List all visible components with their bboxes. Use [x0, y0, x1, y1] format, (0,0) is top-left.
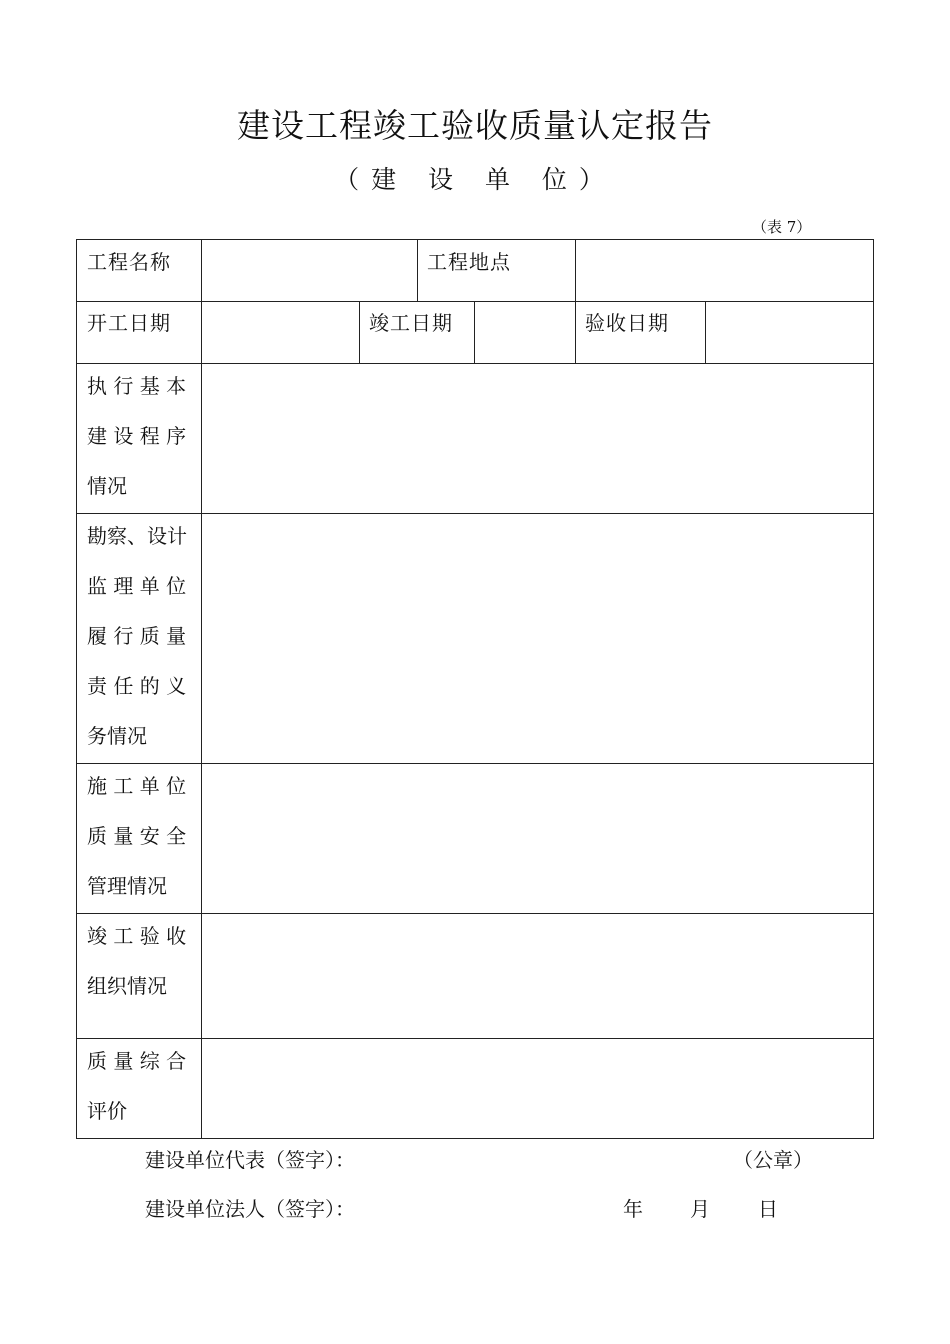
acceptance-form-table — [76, 239, 874, 1139]
column-divider — [575, 301, 576, 363]
completion-date-label: 竣工日期 — [369, 311, 453, 335]
label-line: 执 行 基 本 — [87, 374, 187, 398]
evaluation-content-field[interactable] — [202, 1039, 873, 1138]
column-divider — [417, 240, 418, 301]
completion-date-field[interactable] — [475, 302, 575, 363]
acceptance-date-label: 验收日期 — [585, 311, 669, 335]
section-label-organization — [77, 911, 201, 1011]
project-location-label: 工程地点 — [427, 250, 511, 274]
label-line: 竣 工 验 收 — [87, 924, 187, 948]
acceptance-date-field[interactable] — [706, 302, 873, 363]
label-line: 施 工 单 位 — [87, 774, 187, 798]
procedure-content-field[interactable] — [202, 364, 873, 513]
start-date-field[interactable] — [202, 302, 359, 363]
label-line: 务情况 — [87, 724, 147, 748]
label-line: 评价 — [87, 1099, 127, 1123]
responsibility-content-field[interactable] — [202, 514, 873, 763]
label-line: 责 任 的 义 — [87, 674, 187, 698]
month-label: 月 — [690, 1197, 710, 1221]
label-line: 质 量 综 合 — [87, 1049, 187, 1073]
label-line: 管理情况 — [87, 874, 167, 898]
official-seal-label: （公章） — [733, 1148, 813, 1172]
label-line: 履 行 质 量 — [87, 624, 187, 648]
representative-signature-label: 建设单位代表（签字）： — [145, 1148, 355, 1172]
section-label-safety — [77, 761, 201, 911]
table-number: （表 7） — [752, 218, 812, 236]
column-divider — [359, 301, 360, 363]
label-line: 质 量 安 全 — [87, 824, 187, 848]
project-name-label: 工程名称 — [87, 250, 171, 274]
organization-content-field[interactable] — [202, 914, 873, 1038]
label-line: 监 理 单 位 — [87, 574, 187, 598]
label-line: 组织情况 — [87, 974, 167, 998]
section-label-procedure — [77, 361, 201, 511]
year-label: 年 — [623, 1197, 643, 1221]
document-subtitle: （建 设 单 位） — [334, 165, 616, 194]
project-location-field[interactable] — [576, 240, 873, 301]
document-title: 建设工程竣工验收质量认定报告 — [237, 106, 713, 145]
start-date-label: 开工日期 — [87, 311, 171, 335]
label-line: 情况 — [87, 474, 127, 498]
safety-content-field[interactable] — [202, 764, 873, 913]
legal-person-signature-label: 建设单位法人（签字）： — [145, 1197, 355, 1221]
section-label-evaluation — [77, 1036, 201, 1136]
project-name-field[interactable] — [202, 240, 417, 301]
section-label-responsibility — [77, 511, 201, 761]
label-line: 建 设 程 序 — [87, 424, 187, 448]
label-line: 勘察、设计 — [87, 524, 187, 548]
day-label: 日 — [758, 1197, 778, 1221]
